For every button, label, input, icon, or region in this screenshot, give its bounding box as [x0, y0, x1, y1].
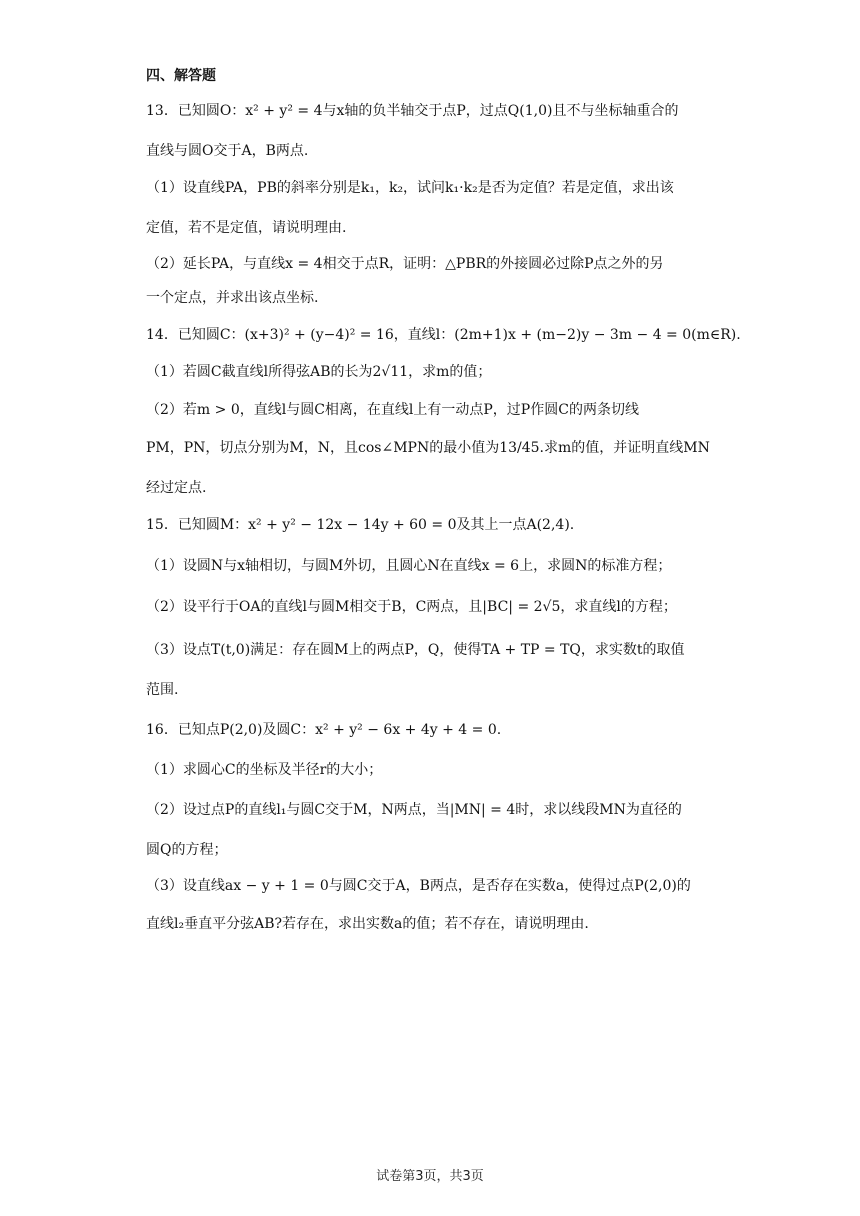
- problem-13-part-1-line-2: 定值，若不是定值，请说明理由.: [146, 220, 347, 236]
- problem-13-line-1: 13．已知圆O：x² + y² = 4与x轴的负半轴交于点P，过点Q(1,0)且不与坐标轴重合的: [146, 103, 679, 119]
- problem-14-part-2-line-1: （2）若m > 0，直线l与圆C相离，在直线l上有一动点P，过P作圆C的两条切线: [146, 402, 639, 418]
- section-title: 四、解答题: [146, 68, 216, 84]
- problem-16-part-3-line-2: 直线l₂垂直平分弦AB?若存在，求出实数a的值；若不存在，请说明理由.: [146, 916, 589, 932]
- problem-13-line-2: 直线与圆O交于A，B两点.: [146, 143, 309, 159]
- problem-16-line-1: 16．已知点P(2,0)及圆C：x² + y² − 6x + 4y + 4 = 0.: [146, 722, 502, 738]
- problem-14-line-1: 14．已知圆C：(x+3)² + (y−4)² = 16，直线l：(2m+1)x + (m−2)y − 3m − 4 = 0(m∈R).: [146, 327, 741, 343]
- problem-16-part-2-line-1: （2）设过点P的直线l₁与圆C交于M，N两点，当|MN| = 4时，求以线段MN为直径的: [146, 802, 682, 818]
- problem-14-part-1: （1）若圆C截直线l所得弦AB的长为2√11，求m的值；: [146, 364, 492, 380]
- problem-13-part-1-line-1: （1）设直线PA，PB的斜率分别是k₁，k₂，试问k₁·k₂是否为定值？若是定值，求出该: [146, 180, 674, 196]
- page-footer: 试卷第3页，共3页: [376, 1169, 484, 1184]
- problem-15-part-1: （1）设圆N与x轴相切，与圆M外切，且圆心N在直线x = 6上，求圆N的标准方程；: [146, 558, 672, 574]
- problem-15-part-3-line-2: 范围.: [146, 682, 179, 698]
- problem-14-part-2-line-3: 经过定点.: [146, 480, 207, 496]
- problem-13-part-2-line-1: （2）延长PA，与直线x = 4相交于点R，证明：△PBR的外接圆必过除P点之外的另: [146, 256, 664, 272]
- problem-16-part-1: （1）求圆心C的坐标及半径r的大小；: [146, 762, 383, 778]
- problem-15-line-1: 15．已知圆M：x² + y² − 12x − 14y + 60 = 0及其上一点A(2,4).: [146, 517, 575, 533]
- problem-13-part-2-line-2: 一个定点，并求出该点坐标.: [146, 290, 319, 306]
- problem-16-part-2-line-2: 圆Q的方程；: [146, 842, 228, 858]
- problem-15-part-2: （2）设平行于OA的直线l与圆M相交于B，C两点，且|BC| = 2√5，求直线l的方程；: [146, 599, 677, 615]
- problem-16-part-3-line-1: （3）设直线ax − y + 1 = 0与圆C交于A，B两点，是否存在实数a，使得过点P(2,0)的: [146, 878, 691, 894]
- problem-15-part-3-line-1: （3）设点T(t,0)满足：存在圆M上的两点P，Q，使得TA + TP = TQ，求实数t的取值: [146, 642, 685, 658]
- problem-14-part-2-line-2: PM，PN，切点分别为M，N，且cos∠MPN的最小值为13/45.求m的值，并证明直线MN: [146, 440, 710, 456]
